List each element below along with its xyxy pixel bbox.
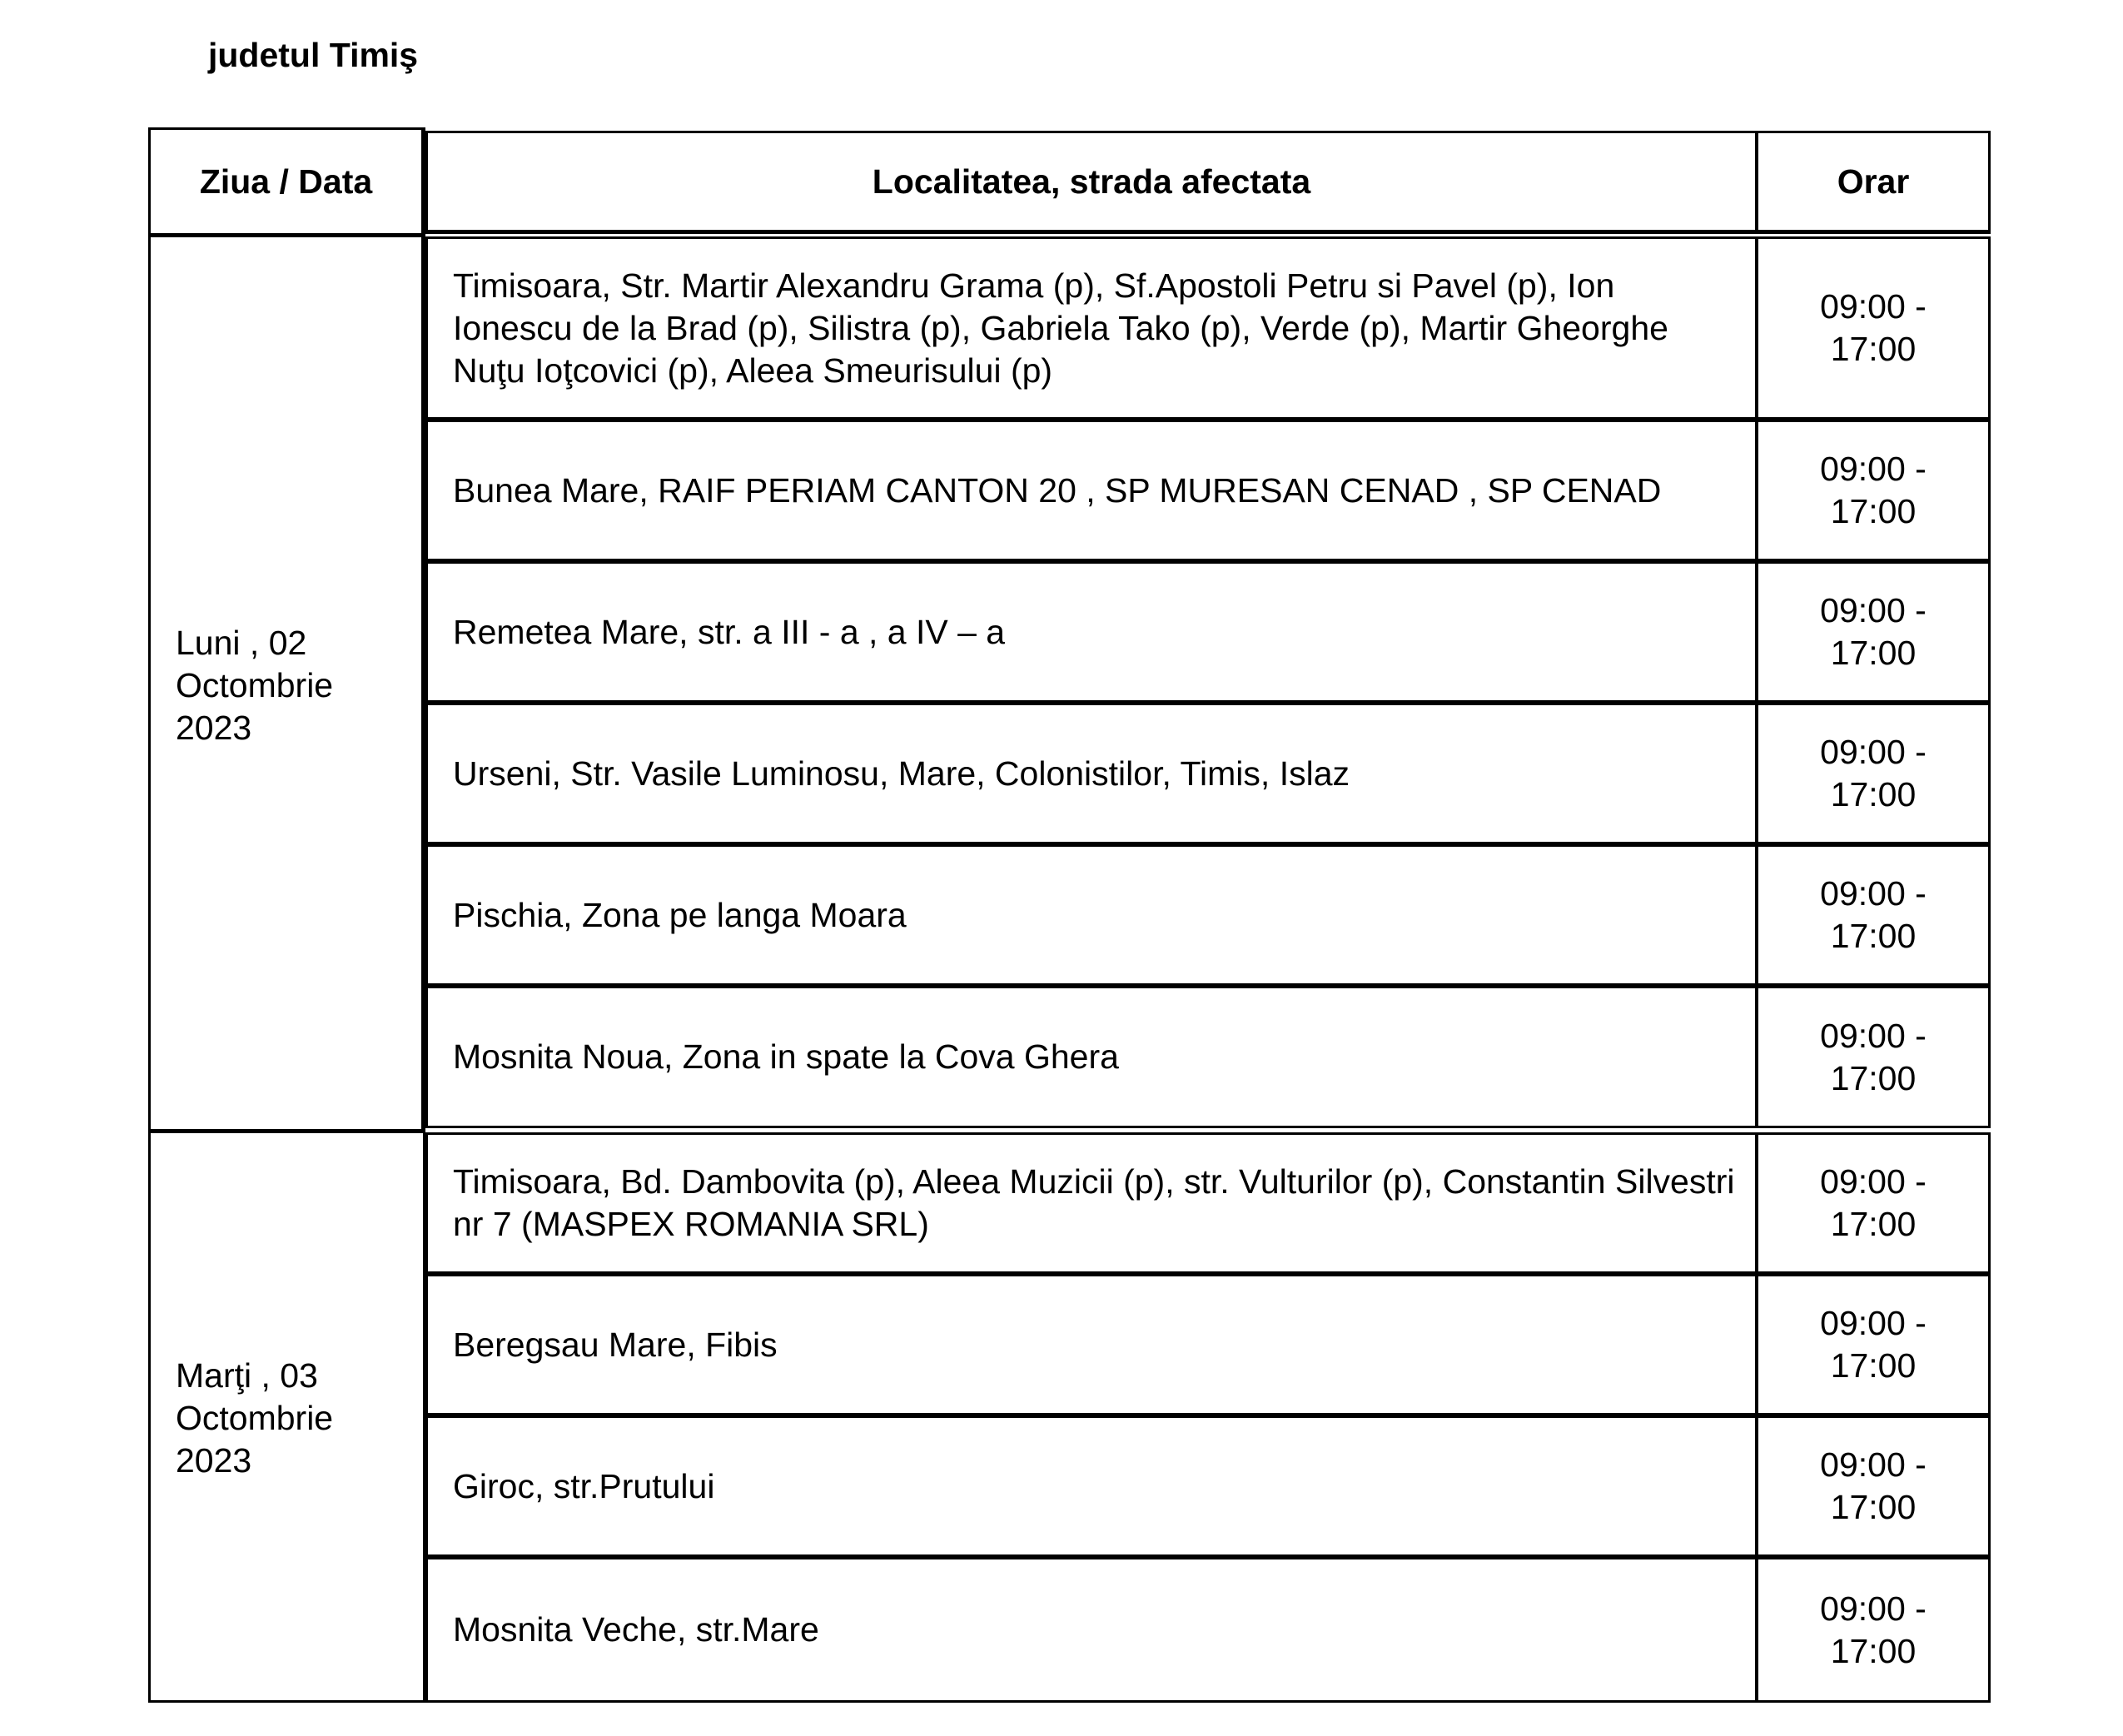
schedule-text: 09:00 - 17:00 <box>1820 450 1927 530</box>
schedule-text: 09:00 - 17:00 <box>1820 287 1927 368</box>
schedule-cell <box>1756 703 1991 846</box>
location-text: Mosnita Noua, Zona in spate la Cova Ghera <box>453 1037 1119 1076</box>
location-cell <box>425 844 1758 987</box>
schedule-cell <box>1756 1274 1991 1417</box>
schedule-cell <box>1756 561 1991 704</box>
schedule-text: 09:00 - 17:00 <box>1820 1016 1927 1097</box>
location-text: Giroc, str.Prutului <box>453 1466 715 1505</box>
schedule-text: 09:00 - 17:00 <box>1820 874 1927 955</box>
location-cell <box>425 1557 1758 1703</box>
schedule-text: 09:00 - 17:00 <box>1820 1304 1927 1385</box>
schedule-cell <box>1756 236 1991 421</box>
location-cell <box>425 703 1758 846</box>
location-text: Remetea Mare, str. a III - a , a IV – a <box>453 612 1006 651</box>
day-cell-1 <box>148 235 425 1133</box>
header-schedule-label: Orar <box>1837 162 1910 201</box>
schedule-text: 09:00 - 17:00 <box>1820 1162 1927 1243</box>
document-title: judetul Timiş <box>208 36 419 74</box>
header-location-label: Localitatea, strada afectata <box>872 162 1311 201</box>
header-schedule <box>1756 131 1991 234</box>
location-text: Pischia, Zona pe langa Moara <box>453 895 907 934</box>
day-label-1: Luni , 02 Octombrie 2023 <box>176 624 334 747</box>
location-text: Urseni, Str. Vasile Luminosu, Mare, Colonistilor, Timis, Islaz <box>453 754 1350 793</box>
schedule-cell <box>1756 844 1991 987</box>
location-cell <box>425 420 1758 563</box>
location-text: Mosnita Veche, str.Mare <box>453 1610 819 1649</box>
location-cell <box>425 561 1758 704</box>
schedule-text: 09:00 - 17:00 <box>1820 591 1927 672</box>
header-day <box>148 127 425 237</box>
location-text: Timisoara, Str. Martir Alexandru Grama (p), Sf.Apostoli Petru si Pavel (p), Ion Ionescu de la Brad (p), Silistra (p), Gabriela Tako (p), Verde (p), Martir Gheorghe Nuţu Ioţcovici (p), Aleea Smeurisului (p) <box>453 266 1668 390</box>
location-cell <box>425 1132 1758 1276</box>
location-text: Bunea Mare, RAIF PERIAM CANTON 20 , SP MURESAN CENAD , SP CENAD <box>453 470 1662 510</box>
location-cell <box>425 236 1758 421</box>
day-label-2: Marţi , 03 Octombrie 2023 <box>176 1356 334 1480</box>
schedule-cell <box>1756 1132 1991 1276</box>
schedule-cell <box>1756 1415 1991 1559</box>
day-cell-2 <box>148 1129 425 1703</box>
location-text: Beregsau Mare, Fibis <box>453 1325 778 1364</box>
header-location <box>425 131 1758 234</box>
schedule-text: 09:00 - 17:00 <box>1820 733 1927 813</box>
location-cell <box>425 1274 1758 1417</box>
header-day-label: Ziua / Data <box>199 162 373 201</box>
location-cell <box>425 1415 1758 1559</box>
schedule-text: 09:00 - 17:00 <box>1820 1445 1927 1526</box>
schedule-cell <box>1756 986 1991 1128</box>
schedule-cell <box>1756 1557 1991 1703</box>
schedule-cell <box>1756 420 1991 563</box>
schedule-text: 09:00 - 17:00 <box>1820 1589 1927 1670</box>
location-text: Timisoara, Bd. Dambovita (p), Aleea Muzicii (p), str. Vulturilor (p), Constantin Silvestri nr 7 (MASPEX ROMANIA SRL) <box>453 1162 1735 1243</box>
location-cell <box>425 986 1758 1128</box>
